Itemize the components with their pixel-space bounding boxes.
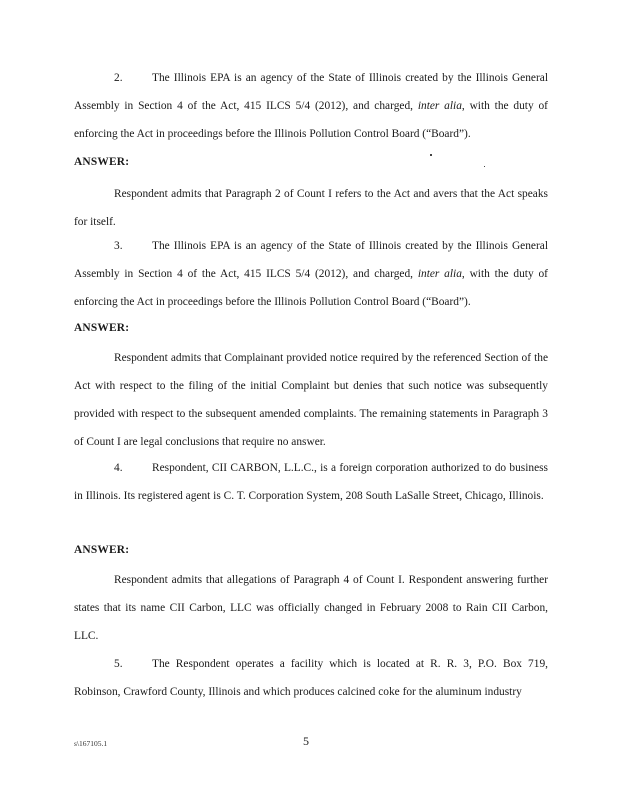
- paragraph-text: The Illinois EPA is an agency of the State of Illinois created by the Illinois General Assembly in Section 4 of the Act, 415 ILCS 5/4 (2012), and charged,: [74, 72, 548, 112]
- paragraph-text: The Illinois EPA is an agency of the State of Illinois created by the Illinois General Assembly in Section 4 of the Act, 415 ILCS 5/4 (2012), and charged,: [74, 240, 548, 280]
- paragraph-2: [74, 64, 548, 148]
- answer-text: Respondent admits that Paragraph 2 of Count I refers to the Act and avers that the Act speaks for itself.: [74, 188, 548, 228]
- answer-heading: ANSWER:: [74, 322, 130, 334]
- document-id: s\167105.1: [74, 739, 108, 748]
- paragraph-text-cont: , with the duty of enforcing the Act in proceedings before the Illinois Pollution Control Board (“Board”).: [74, 100, 548, 140]
- paragraph-number: 3.: [114, 240, 123, 252]
- paragraph-4: [74, 454, 548, 510]
- italic-phrase: inter alia: [417, 268, 462, 280]
- scan-speck: [430, 154, 432, 156]
- paragraph-number: 5.: [114, 658, 123, 670]
- page-number: 5: [303, 734, 309, 748]
- paragraph-text: Respondent, CII CARBON, L.L.C., is a foreign corporation authorized to do business in Illinois. Its registered agent is C. T. Corporation System, 208 South LaSalle Street, Chicago, Illinois.: [74, 462, 548, 502]
- paragraph-number: 4.: [114, 462, 123, 474]
- scan-speck: [484, 166, 485, 167]
- answer-heading: ANSWER:: [74, 544, 130, 556]
- paragraph-number: 2.: [114, 72, 123, 84]
- paragraph-text: The Respondent operates a facility which is located at R. R. 3, P.O. Box 719, Robinson, Crawford County, Illinois and which produces calcined coke for the aluminum industry: [74, 658, 548, 698]
- paragraph-5: [74, 650, 548, 706]
- answer-text: Respondent admits that allegations of Paragraph 4 of Count I. Respondent answering further states that its name CII Carbon, LLC was officially changed in February 2008 to Rain CII Carbon, LLC.: [74, 574, 548, 642]
- answer-text: Respondent admits that Complainant provided notice required by the referenced Section of the Act with respect to the filing of the initial Complaint but denies that such notice was subsequently provided with respect to the subsequent amended complaints. The remaining statements in Paragraph 3 of Count I are legal conclusions that require no answer.: [74, 352, 548, 448]
- answer-heading: ANSWER:: [74, 156, 130, 168]
- paragraph-text-cont: , with the duty of enforcing the Act in proceedings before the Illinois Pollution Control Board (“Board”).: [74, 268, 548, 308]
- paragraph-3: [74, 232, 548, 316]
- italic-phrase: inter alia: [417, 100, 462, 112]
